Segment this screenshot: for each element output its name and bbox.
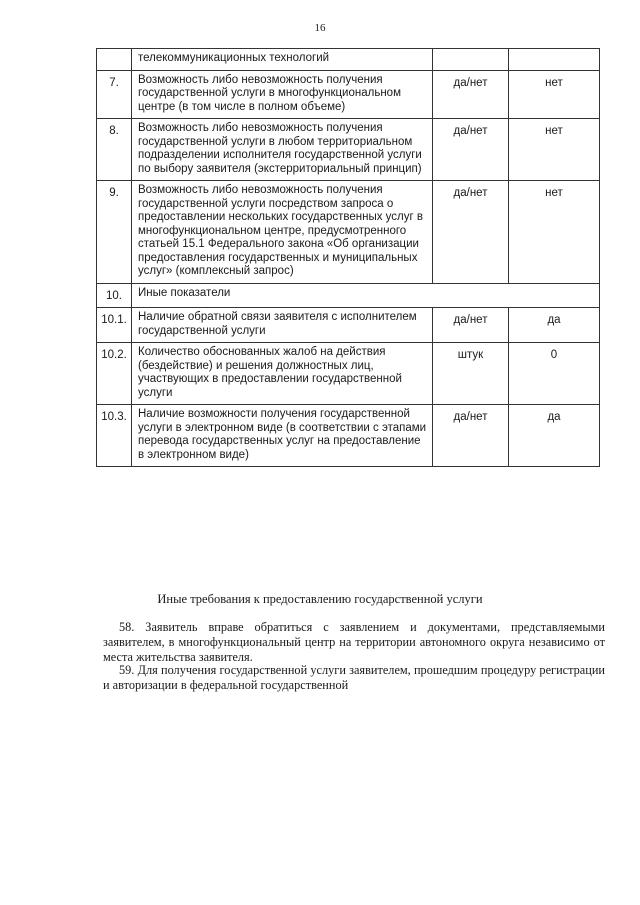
row-value: нет xyxy=(509,119,600,181)
row-value: да xyxy=(509,308,600,343)
indicators-table xyxy=(96,48,600,467)
row-unit: да/нет xyxy=(433,70,509,119)
row-unit xyxy=(433,49,509,71)
row-unit: да/нет xyxy=(433,308,509,343)
table-row xyxy=(97,283,600,308)
row-value: нет xyxy=(509,181,600,284)
row-indicator-name: Наличие обратной связи заявителя с исполнителем государственной услуги xyxy=(132,308,433,343)
row-number: 10.3. xyxy=(97,405,132,467)
table-row xyxy=(97,119,600,181)
row-value: нет xyxy=(509,70,600,119)
page-number: 16 xyxy=(314,22,326,34)
table-row xyxy=(97,308,600,343)
section-heading: Иные требования к предоставлению государственной услуги xyxy=(157,592,483,606)
row-number: 10. xyxy=(97,283,132,308)
row-number: 10.2. xyxy=(97,343,132,405)
row-indicator-name: Количество обоснованных жалоб на действия (бездействие) и решения должностных лиц, участвующих в предоставлении государственной услуги xyxy=(132,343,433,405)
row-indicator-name: Иные показатели xyxy=(132,283,600,308)
row-number: 7. xyxy=(97,70,132,119)
row-number: 10.1. xyxy=(97,308,132,343)
row-value: 0 xyxy=(509,343,600,405)
indicators-table-body xyxy=(97,49,600,467)
row-value xyxy=(509,49,600,71)
table-row xyxy=(97,343,600,405)
row-indicator-name: Возможность либо невозможность получения государственной услуги посредством запроса о предоставлении нескольких государственных услуг в многофункциональном центре, предусмотренного статьей 15.1 Федерального закона «Об организации предоставления государственных и муниципальных услуг» (комплексный запрос) xyxy=(132,181,433,284)
row-unit: да/нет xyxy=(433,181,509,284)
paragraph-59: 59. Для получения государственной услуги заявителем, прошедшим процедуру регистрации и авторизации в федеральной государственной xyxy=(103,663,605,692)
row-number: 9. xyxy=(97,181,132,284)
table-row xyxy=(97,181,600,284)
row-indicator-name: Возможность либо невозможность получения государственной услуги в любом территориальном подразделении исполнителя государственной услуги по выбору заявителя (экстерриториальный принцип) xyxy=(132,119,433,181)
row-indicator-name: Возможность либо невозможность получения государственной услуги в многофункциональном центре (в том числе в полном объеме) xyxy=(132,70,433,119)
row-unit: да/нет xyxy=(433,119,509,181)
row-indicator-name: Наличие возможности получения государственной услуги в электронном виде (в соответствии с этапами перевода государственных услуг на предоставление в электронном виде) xyxy=(132,405,433,467)
row-unit: штук xyxy=(433,343,509,405)
row-number: 8. xyxy=(97,119,132,181)
table-row xyxy=(97,405,600,467)
row-unit: да/нет xyxy=(433,405,509,467)
row-value: да xyxy=(509,405,600,467)
row-number xyxy=(97,49,132,71)
table-row xyxy=(97,70,600,119)
table-row xyxy=(97,49,600,71)
row-indicator-name: телекоммуникационных технологий xyxy=(132,49,433,71)
paragraph-58: 58. Заявитель вправе обратиться с заявлением и документами, представляемыми заявителем, в многофункциональный центр на территории автономного округа независимо от места жительства заявителя. xyxy=(103,620,605,664)
